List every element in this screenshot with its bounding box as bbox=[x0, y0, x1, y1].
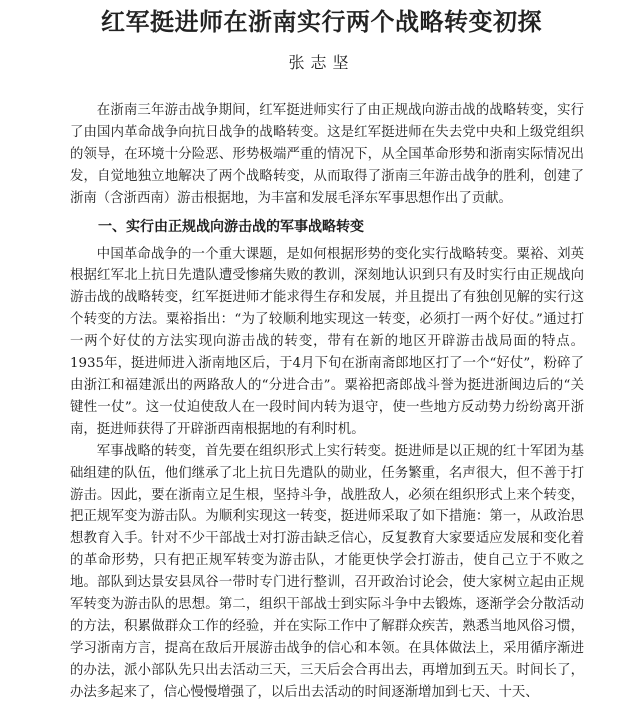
section-paragraph: 中国革命战争的一个重大课题，是如何根据形势的变化实行战略转变。粟裕、刘英根据红军北上抗日先遣队遭受惨痛失败的教训，深刻地认识到只有及时实行由正规战向游击战的战略转变，红军挺进师才能求得生存和发展，并且提出了有独创见解的实行这个转变的方法。粟裕指出：“为了较顺利地实现这一转变，必须打一两个好仗。”通过打一两个好仗的方法实现向游击战的转变，带有在新的地区开辟游击战局面的特点。1935年，挺进师进入浙南地区后，于4月下旬在浙南斋郎地区打了一个“好仗”，粉碎了由浙江和福建派出的两路敌人的“分进合击”。粟裕把斋郎战斗誉为挺进浙闽边后的“关键性一仗”。这一仗迫使敌人在一段时间内转为退守，使一些地方反动势力纷纷离开浙南，挺进师获得了开辟浙西南根据地的有利时机。 bbox=[70, 246, 584, 437]
author-name: 张志坚 bbox=[288, 53, 355, 72]
intro-paragraph: 在浙南三年游击战争期间，红军挺进师实行了由正规战向游击战的战略转变，实行了由国内革命战争向抗日战争的战略转变。这是红军挺进师在失去党中央和上级党组织的领导，在环境十分险恶、形势极端严重的情况下，从全国革命形势和浙南实际情况出发，自觉地独立地解决了两个战略转变，从而取得了浙南三年游击战争的胜利，创建了浙南（含浙西南）游击根据地，为丰富和发展毛泽东军事思想作出了贡献。 bbox=[70, 103, 584, 206]
section-paragraph: 军事战略的转变，首先要在组织形式上实行转变。挺进师是以正规的红十军团为基础组建的队伍，他们继承了北上抗日先遣队的勋业，任务繁重，名声很大，但不善于打游击。因此，要在浙南立足生根，坚持斗争，战胜敌人，必须在组织形式上来个转变，把正规军变为游击队。为顺利实现这一转变，挺进师采取了如下措施：第一，从政治思想教育入手。针对不少干部战士对打游击缺乏信心，反复教育大家要适应发展和变化着的革命形势，只有把正规军转变为游击队，才能更快学会打游击，使自己立于不败之地。部队到达景安县凤谷一带时专门进行整训，召开政治讨论会，使大家树立起由正规军转变为游击队的思想。第二，组织干部战士到实际斗争中去锻炼，逐渐学会分散活动的方法，积累做群众工作的经验，并在实际工作中了解群众疾苦，熟悉当地风俗习惯，学习浙南方言，提高在敌后开展游击战争的信心和本领。在具体做法上，采用循序渐进的办法，派小部队先只出去活动三天，三天后会合再出去，再增加到五天。时间长了，办法多起来了，信心慢慢增强了，以后出去活动的时间逐渐增加到七天、十天、 bbox=[70, 443, 584, 700]
section-heading: 一、实行由正规战向游击战的军事战略转变 bbox=[98, 218, 364, 235]
article-body bbox=[70, 100, 584, 704]
article-title: 红军挺进师在浙南实行两个战略转变初探 bbox=[101, 8, 542, 36]
